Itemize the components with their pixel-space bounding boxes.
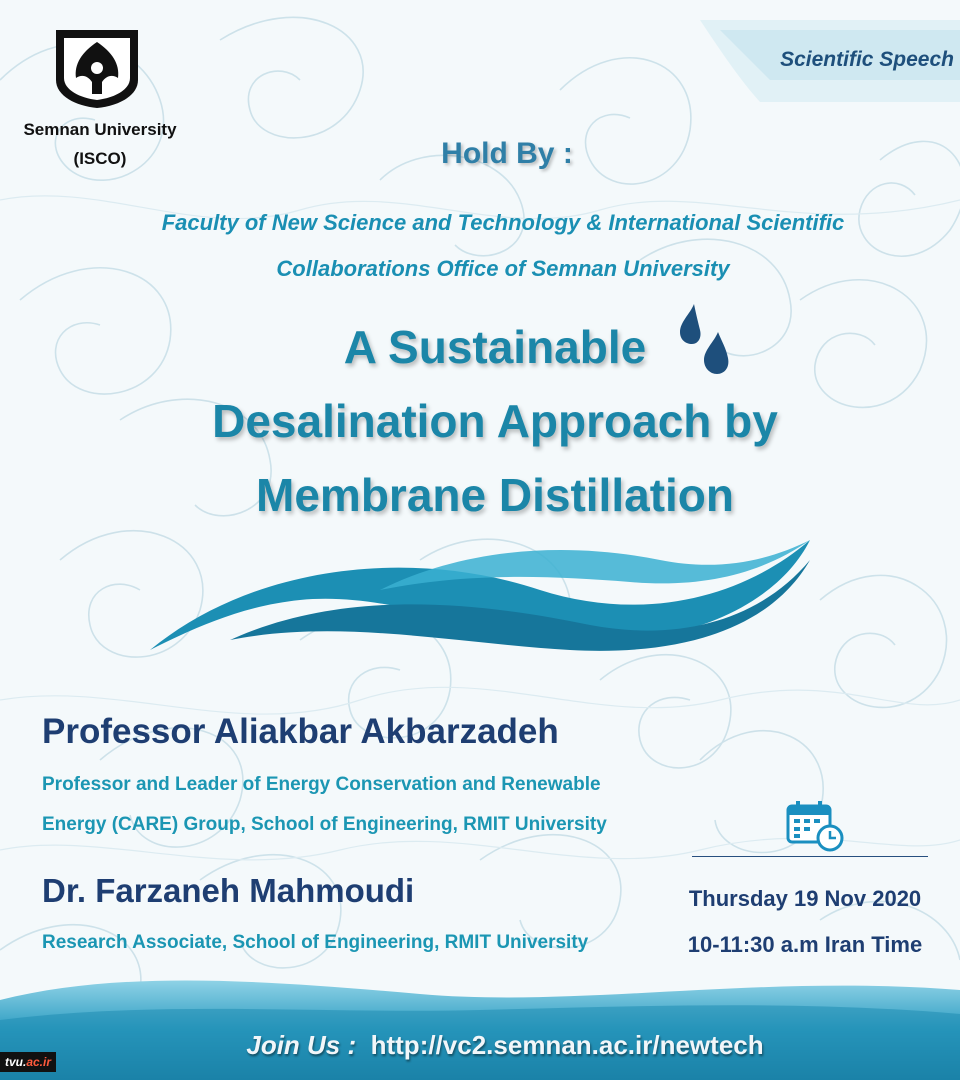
tvu-badge: tvu.ac.ir xyxy=(0,1052,56,1072)
organizer-line-1: Faculty of New Science and Technology & International Scientific xyxy=(161,210,845,235)
join-us-url[interactable]: http://vc2.semnan.ac.ir/newtech xyxy=(370,1030,764,1060)
water-drops-icon xyxy=(672,302,736,378)
event-time: 10-11:30 a.m Iran Time xyxy=(687,932,923,957)
join-us-line xyxy=(0,1030,960,1061)
join-us-label: Join Us : xyxy=(246,1030,357,1060)
hold-by-heading: Hold By : xyxy=(441,137,573,170)
footer-wave xyxy=(0,970,960,1080)
organizer-line-2: Collaborations Office of Semnan University xyxy=(276,256,730,281)
speaker-2-name: Dr. Farzaneh Mahmoudi xyxy=(42,872,415,909)
event-date: Thursday 19 Nov 2020 xyxy=(688,886,922,911)
talk-title-line-2: Desalination Approach by xyxy=(212,395,778,447)
semnan-university-emblem xyxy=(52,28,142,110)
speaker-2-affiliation: Research Associate, School of Engineering, RMIT University xyxy=(42,932,589,953)
wave-graphic xyxy=(140,530,820,660)
speaker-1-affiliation-line-1: Professor and Leader of Energy Conservation and Renewable xyxy=(42,774,601,795)
schedule-divider xyxy=(692,856,928,857)
calendar-clock-icon xyxy=(786,800,848,852)
speaker-1-name: Professor Aliakbar Akbarzadeh xyxy=(42,712,559,751)
university-name: Semnan University xyxy=(23,120,177,139)
ribbon-label: Scientific Speech xyxy=(780,48,954,71)
talk-title-line-1: A Sustainable xyxy=(343,321,647,373)
university-subtitle: (ISCO) xyxy=(73,149,127,168)
speaker-1-affiliation-line-2: Energy (CARE) Group, School of Engineering, RMIT University xyxy=(42,814,607,835)
talk-title-line-3: Membrane Distillation xyxy=(256,469,734,521)
